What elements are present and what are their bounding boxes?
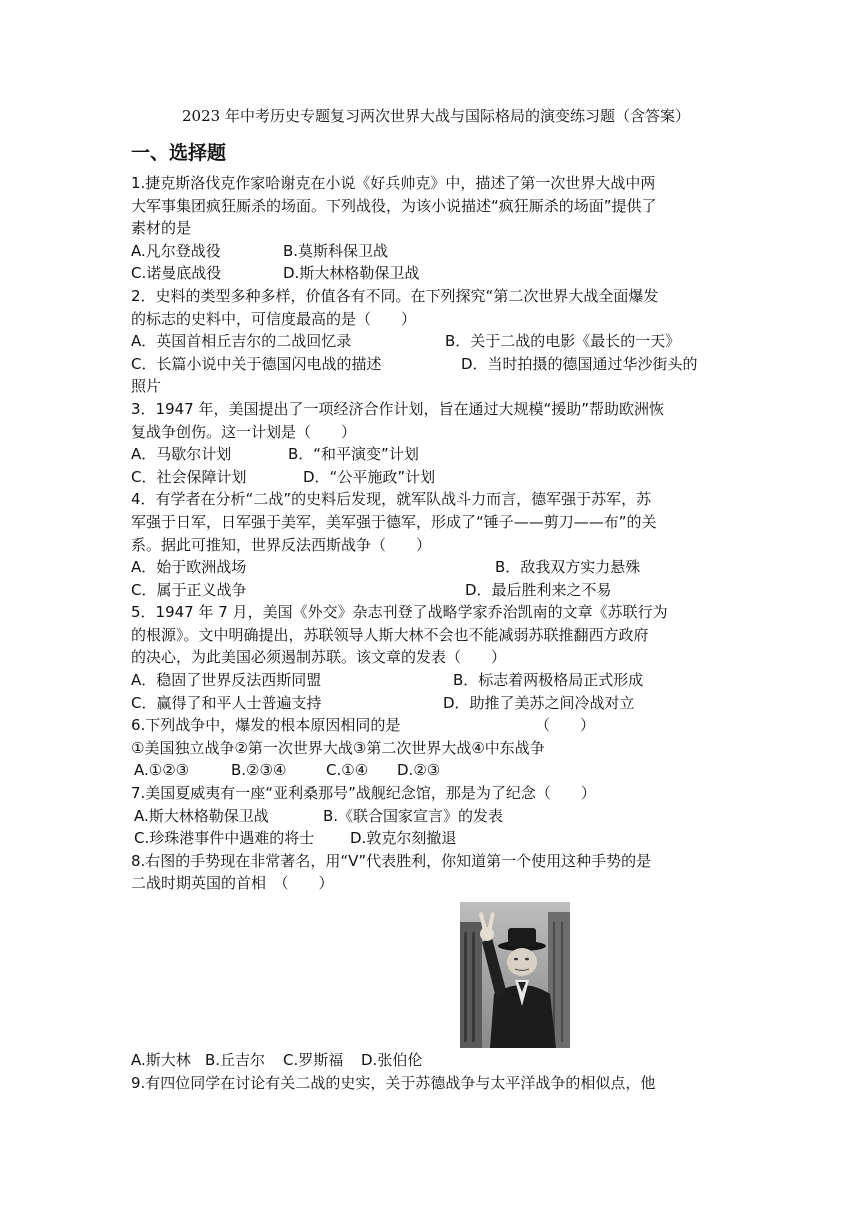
section-heading: 一、选择题 (131, 142, 227, 164)
question-1-options-row (131, 240, 741, 263)
question-4-stem: 系。据此可推知，世界反法西斯战争（ ） (131, 535, 432, 554)
option-d: D．“公平施政”计划 (303, 467, 436, 486)
option-c: C．赢得了和平人士普遍支持 (131, 693, 322, 712)
question-7-stem: 7.美国夏威夷有一座“亚利桑那号”战舰纪念馆，那是为了纪念（ ） (131, 784, 596, 803)
option-b: B.莫斯科保卫战 (283, 241, 389, 260)
question-8 (131, 850, 741, 895)
option-c: C.珍珠港事件中遇难的将士 (134, 829, 315, 848)
question-9-stem: 9.有四位同学在讨论有关二战的史实，关于苏德战争与太平洋战争的相似点，他 (131, 1073, 656, 1092)
question-1-stem: 1.捷克斯洛伐克作家哈谢克在小说《好兵帅克》中，描述了第一次世界大战中两 (131, 174, 656, 192)
option-a: A.斯大林格勒保卫战 (134, 806, 269, 825)
option-a: A．稳固了世界反法西斯同盟 (131, 671, 322, 690)
question-8-stem: 8.右图的手势现在非常著名，用“V”代表胜利，你知道第一个使用这种手势的是 (131, 851, 652, 870)
option-c: C.罗斯福 (283, 1051, 344, 1069)
question-1-stem: 素材的是 (131, 219, 192, 238)
option-c: C．长篇小说中关于德国闪电战的描述 (131, 354, 382, 373)
question-5-options-row (131, 692, 741, 715)
option-c: C.诺曼底战役 (131, 264, 222, 283)
option-d: D．当时拍摄的德国通过华沙街头的 (461, 354, 698, 373)
option-c: C．社会保障计划 (131, 467, 247, 486)
question-2-options-row (131, 353, 741, 376)
option-c: C.①④ (326, 761, 369, 780)
option-a: A．英国首相丘吉尔的二战回忆录 (131, 332, 352, 351)
option-b: B.《联合国家宣言》的发表 (323, 806, 504, 825)
question-7-options-row (131, 827, 741, 850)
question-7 (131, 782, 741, 850)
option-a: A．始于欧洲战场 (131, 558, 247, 577)
question-4-stem: 军强于日军，日军强于美军，美军强于德军，形成了“锤子——剪刀——布”的关 (131, 512, 657, 531)
question-list (131, 172, 741, 895)
question-2-options-row (131, 330, 741, 353)
question-5-options-row (131, 669, 741, 692)
option-a: A．马歇尔计划 (131, 445, 232, 464)
question-6-items: ①美国独立战争②第一次世界大战③第二次世界大战④中东战争 (131, 738, 545, 757)
option-c: C．属于正义战争 (131, 580, 247, 599)
question-5-stem: 5．1947 年 7 月，美国《外交》杂志刊登了战略学家乔治凯南的文章《苏联行为 (131, 603, 668, 622)
question-3 (131, 398, 741, 488)
option-b: B．关于二战的电影《最长的一天》 (445, 332, 681, 351)
option-d: D.斯大林格勒保卫战 (283, 264, 420, 283)
question-5 (131, 601, 741, 714)
question-list-continued (131, 1049, 741, 1094)
option-d: D.②③ (397, 761, 441, 780)
question-3-options-row (131, 443, 741, 466)
question-1-stem: 大军事集团疯狂厮杀的场面。下列战役，为该小说描述“疯狂厮杀的场面”提供了 (131, 196, 657, 215)
question-3-stem: 3．1947 年，美国提出了一项经济合作计划，旨在通过大规模“援助”帮助欧洲恢 (131, 399, 665, 418)
option-d-continued: 照片 (131, 377, 162, 396)
question-6-stem: 6.下列战争中，爆发的根本原因相同的是 (131, 716, 401, 735)
question-1-options-row (131, 262, 741, 285)
question-5-stem: 的决心，为此美国必须遏制苏联。该文章的发表（ ） (131, 648, 507, 667)
question-8-stem: 二战时期英国的首相 （ ） (131, 874, 334, 893)
question-4-stem: 4．有学者在分析“二战”的史料后发现，就军队战斗力而言，德军强于苏军，苏 (131, 490, 652, 509)
question-6-stem-row (131, 714, 741, 737)
answer-bracket: （ ） (535, 716, 596, 735)
v-sign-photo-graphic (460, 902, 570, 1048)
option-d: D.张伯伦 (361, 1051, 423, 1069)
option-d: D．最后胜利来之不易 (465, 580, 612, 599)
question-3-stem: 复战争创伤。这一计划是（ ） (131, 422, 357, 441)
option-b: B．标志着两极格局正式形成 (453, 671, 644, 690)
question-3-options-row (131, 466, 741, 489)
option-d: D.敦克尔刻撤退 (350, 829, 457, 848)
question-8-options-row (131, 1049, 741, 1072)
question-7-options-row (131, 805, 741, 828)
question-2-stem: 2．史料的类型多种多样，价值各有不同。在下列探究“第二次世界大战全面爆发 (131, 286, 659, 305)
question-4 (131, 488, 741, 601)
question-6 (131, 714, 741, 782)
option-a: A.①②③ (134, 761, 190, 780)
option-b: B．敌我双方实力悬殊 (495, 558, 641, 577)
question-2-stem: 的标志的史料中，可信度最高的是（ ） (131, 309, 417, 328)
v-sign-photo (460, 902, 570, 1048)
question-6-options-row (131, 759, 741, 782)
question-5-stem: 的根源》。文中明确提出，苏联领导人斯大林不会也不能减弱苏联推翻西方政府 (131, 625, 649, 644)
document-title: 2023 年中考历史专题复习两次世界大战与国际格局的演变练习题（含答案） (182, 107, 690, 125)
option-a: A.凡尔登战役 (131, 241, 221, 260)
option-a: A.斯大林 (131, 1051, 191, 1069)
option-b: B.丘吉尔 (205, 1051, 266, 1069)
question-4-options-row (131, 556, 741, 579)
option-b: B．“和平演变”计划 (288, 445, 419, 464)
question-2 (131, 285, 741, 398)
question-4-options-row (131, 579, 741, 602)
option-d: D．助推了美苏之间冷战对立 (443, 693, 635, 712)
option-b: B.②③④ (231, 761, 287, 780)
question-1 (131, 172, 741, 285)
